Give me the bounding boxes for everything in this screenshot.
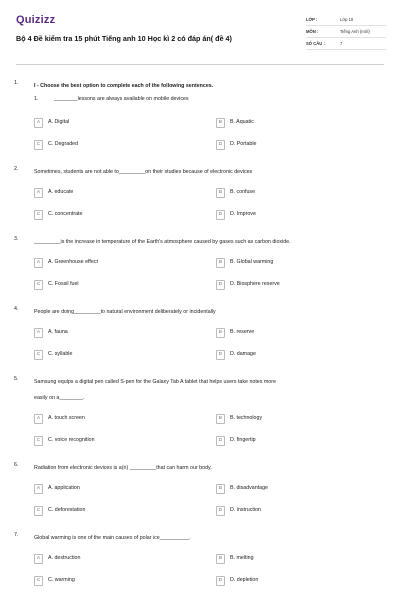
option-label: C. Fossil fuel	[48, 281, 79, 287]
option-letter: D	[216, 350, 225, 360]
option-label: D. Portable	[230, 141, 257, 147]
sub-question-number: 1.	[34, 96, 39, 102]
question-text: Global warming is one of the main causes of polar ice__________.	[34, 535, 191, 541]
option-letter: C	[34, 280, 43, 290]
question-number: 5.	[14, 376, 19, 382]
option-letter: D	[216, 280, 225, 290]
option-label: D. damage	[230, 351, 256, 357]
option-label: B. Global warming	[230, 259, 274, 265]
meta-value: Lớp 10	[340, 17, 354, 22]
option-letter: C	[34, 506, 43, 516]
option-label: B. technology	[230, 415, 263, 421]
option-label: D. fingertip	[230, 437, 256, 443]
option-letter: C	[34, 210, 43, 220]
option-label: C. Degraded	[48, 141, 79, 147]
option-label: C. voice recognition	[48, 437, 95, 443]
meta-row-subject	[306, 26, 386, 38]
option-label: A. destruction	[48, 555, 81, 561]
meta-label: LỚP :	[306, 17, 318, 22]
option-label: C. concentrate	[48, 211, 83, 217]
option-label: A. fauna	[48, 329, 68, 335]
option-letter: A	[34, 328, 43, 338]
option-label: B. Aquatic	[230, 119, 254, 125]
option-letter: B	[216, 118, 225, 128]
option-letter: C	[34, 576, 43, 586]
option-letter: B	[216, 484, 225, 494]
instruction-text: I - Choose the best option to complete each of the following sentences.	[34, 83, 214, 89]
meta-table	[306, 14, 386, 50]
option-letter: A	[34, 188, 43, 198]
option-letter: C	[34, 436, 43, 446]
option-label: A. application	[48, 485, 80, 491]
option-label: A. educate	[48, 189, 74, 195]
quizizz-logo: Quizizz	[16, 14, 56, 26]
question-text: People are doing_________to natural environment deliberately or incidentally	[34, 309, 216, 315]
option-label: B. melting	[230, 555, 254, 561]
option-letter: A	[34, 554, 43, 564]
meta-row-class	[306, 14, 386, 26]
option-label: A. Digital	[48, 119, 70, 125]
question-text-continued: easily on a________.	[34, 395, 85, 401]
question-number: 7.	[14, 532, 19, 538]
option-label: D. instruction	[230, 507, 261, 513]
option-label: D. depletion	[230, 577, 259, 583]
question-number: 4.	[14, 306, 19, 312]
meta-label: MÔN :	[306, 29, 319, 34]
option-letter: A	[34, 414, 43, 424]
meta-value: Tiếng Anh (mới)	[340, 29, 370, 34]
option-label: B. reserve	[230, 329, 255, 335]
option-letter: D	[216, 140, 225, 150]
question-text: _________is the increase in temperature of the Earth's atmosphere caused by gases such as carbon dioxide.	[34, 239, 291, 245]
option-label: A. touch screen	[48, 415, 85, 421]
question-text: Radiation from electronic devices is a(n) _________that can harm our body.	[34, 465, 212, 471]
option-letter: A	[34, 118, 43, 128]
option-letter: A	[34, 484, 43, 494]
option-letter: D	[216, 210, 225, 220]
page-title: Bộ 4 Đề kiểm tra 15 phút Tiếng anh 10 Học kì 2 có đáp án( đề 4)	[16, 34, 232, 43]
question-number: 6.	[14, 462, 19, 468]
option-letter: A	[34, 258, 43, 268]
option-label: D. Improve	[230, 211, 256, 217]
meta-row-count	[306, 38, 386, 50]
question-text: Samsung equips a digital pen called S-pen for the Galaxy Tab A tablet that helps users take notes more	[34, 379, 276, 385]
question-text: ________lessons are always available on mobile devices	[54, 96, 189, 102]
meta-value: 7	[340, 41, 343, 46]
option-letter: D	[216, 506, 225, 516]
meta-label: SỐ CÂU :	[306, 41, 325, 46]
option-letter: C	[34, 350, 43, 360]
question-text: Sometimes, students are not able to_________on their studies because of electronic devices	[34, 169, 253, 175]
option-label: C. syllable	[48, 351, 73, 357]
question-number: 1.	[14, 80, 19, 86]
option-letter: B	[216, 188, 225, 198]
option-letter: C	[34, 140, 43, 150]
option-letter: B	[216, 414, 225, 424]
option-label: B. confuse	[230, 189, 256, 195]
option-letter: B	[216, 258, 225, 268]
option-label: C. warming	[48, 577, 75, 583]
option-letter: D	[216, 576, 225, 586]
question-number: 3.	[14, 236, 19, 242]
option-label: B. disadvantage	[230, 485, 268, 491]
header-divider	[16, 64, 384, 65]
option-letter: B	[216, 328, 225, 338]
question-number: 2.	[14, 166, 19, 172]
option-letter: B	[216, 554, 225, 564]
option-letter: D	[216, 436, 225, 446]
option-label: C. deforestation	[48, 507, 86, 513]
option-label: A. Greenhouse effect	[48, 259, 98, 265]
option-label: D. Biosphere reserve	[230, 281, 280, 287]
